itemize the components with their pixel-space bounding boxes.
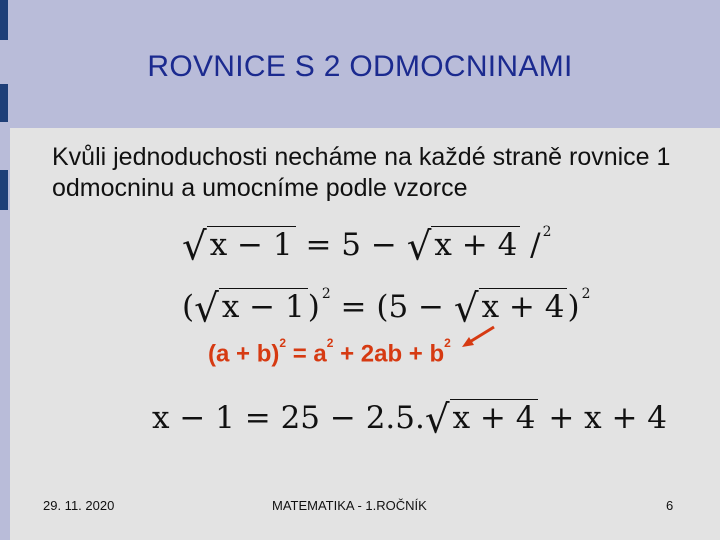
formula-exp-1: 2 [279, 336, 287, 350]
radicand-right: x + 4 [431, 226, 520, 263]
radical-right-2: √x + 4 [454, 289, 568, 325]
left-accent-bar-3 [0, 170, 8, 210]
slash: / [530, 226, 541, 263]
power-left: 2 [321, 286, 331, 302]
open-paren: ( [182, 288, 195, 325]
intro-text: Kvůli jednoduchosti necháme na každé straně rovnice 1 odmocninu a umocníme podle vzorce [52, 143, 671, 202]
binomial-formula [208, 336, 451, 368]
equation-3 [152, 397, 668, 443]
close-paren: ) [307, 288, 320, 325]
title-area [0, 0, 720, 120]
arrow-icon [462, 325, 502, 349]
equation-3-right: + x + 4 [548, 400, 668, 436]
page-number: 6 [666, 498, 674, 513]
footer-date: 29. 11. 2020 [43, 498, 115, 513]
radical-3: √x + 4 [425, 400, 539, 436]
formula-rest: + 2ab + b [333, 340, 445, 368]
constant-term: 5 − [341, 226, 397, 263]
slide-title: ROVNICE S 2 ODMOCNINAMI [147, 50, 573, 83]
equals-sign: = [305, 226, 332, 263]
equation-1 [182, 224, 552, 270]
radicand-3: x + 4 [450, 399, 539, 436]
radicand-left-2: x − 1 [219, 288, 308, 325]
formula-left: (a + b) [208, 340, 280, 368]
content-area [10, 128, 720, 540]
radicand-right-2: x + 4 [479, 288, 568, 325]
radical-left-2: √x − 1 [194, 289, 308, 325]
formula-exp-2: 2 [326, 336, 334, 350]
equation-3-left: x − 1 = 25 − 2.5. [152, 400, 425, 436]
formula-middle: = a [286, 340, 327, 368]
formula-exp-3: 2 [444, 336, 451, 350]
footer-course: MATEMATIKA - 1.ROČNÍK [272, 498, 427, 513]
radical-left: √x − 1 [182, 227, 296, 263]
equation-2 [182, 286, 591, 332]
power-right: 2 [581, 286, 591, 302]
equals-group: = (5 − [340, 288, 445, 325]
radical-right: √x + 4 [407, 227, 521, 263]
close-paren-2: ) [567, 288, 580, 325]
radicand-left: x − 1 [207, 226, 296, 263]
power-label: 2 [542, 224, 552, 240]
